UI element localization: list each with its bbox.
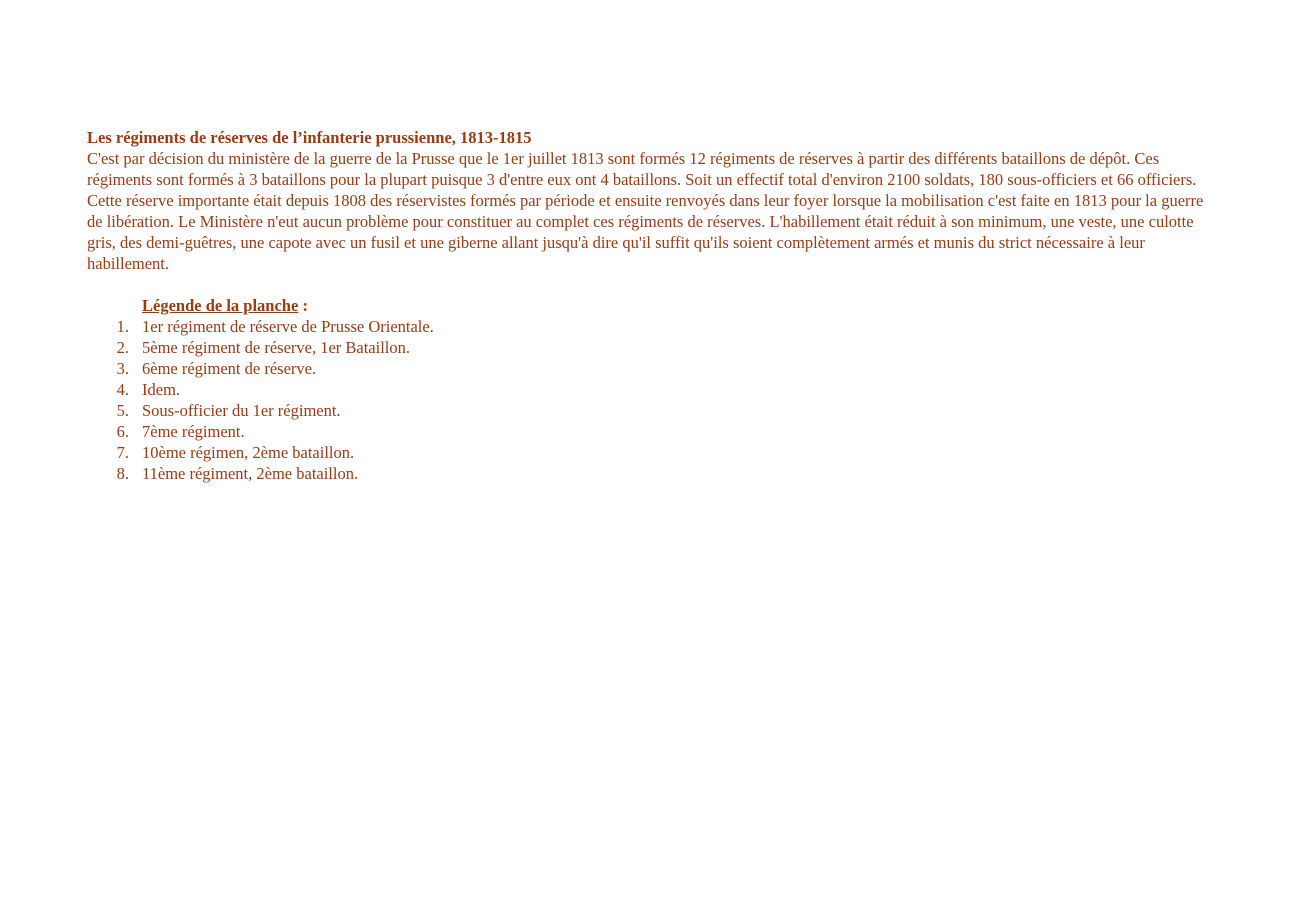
legend-item-number: 3. (116, 359, 129, 378)
legend-item-text: 6ème régiment de réserve. (142, 359, 317, 378)
document-title: Les régiments de réserves de l’infanterie prussienne, 1813-1815 (87, 128, 532, 147)
document-page (87, 128, 1212, 484)
legend-item (87, 442, 1212, 463)
legend-item (87, 421, 1212, 442)
legend-heading-colon: : (298, 296, 308, 315)
legend-item (87, 337, 1212, 358)
legend-item-text: Idem. (142, 380, 181, 399)
legend-item-number: 2. (116, 338, 129, 357)
legend-item-number: 8. (116, 464, 129, 483)
legend-heading-label: Légende de la planche (142, 296, 299, 315)
legend-item-text: 11ème régiment, 2ème bataillon. (142, 464, 359, 483)
body-paragraph: C'est par décision du ministère de la guerre de la Prusse que le 1er juillet 1813 sont formés 12 régiments de réserves à partir des différents bataillons de dépôt. Ces régiments sont formés à 3 bataillons pour la plupart puisque 3 d'entre eux ont 4 bataillons. Soit un effectif total d'environ 2100 soldats, 180 sous-officiers et 66 officiers. Cette réserve importante était depuis 1808 des réservistes formés par période et ensuite renvoyés dans leur foyer lorsque la mobilisation c'est faite en 1813 pour la guerre de libération. Le Ministère n'eut aucun problème pour constituer au complet ces régiments de réserves. L'habillement était réduit à son minimum, une veste, une culotte gris, des demi-guêtres, une capote avec un fusil et une giberne allant jusqu'à dire qu'il suffit qu'ils soient complètement armés et munis du strict nécessaire à leur habillement. (87, 149, 1204, 273)
legend-item (87, 316, 1212, 337)
legend-heading (142, 295, 1212, 316)
legend-item-text: 7ème régiment. (142, 422, 245, 441)
legend-item-number: 1. (116, 317, 129, 336)
legend-item-text: 10ème régimen, 2ème bataillon. (142, 443, 355, 462)
legend-item (87, 379, 1212, 400)
legend-item-text: 5ème régiment de réserve, 1er Bataillon. (142, 338, 411, 357)
legend-item-number: 4. (116, 380, 129, 399)
legend-list (87, 316, 1212, 484)
legend-item-text: Sous-officier du 1er régiment. (142, 401, 341, 420)
legend-item (87, 358, 1212, 379)
legend-item-number: 5. (116, 401, 129, 420)
legend-item-number: 6. (116, 422, 129, 441)
legend-item (87, 463, 1212, 484)
legend-item-number: 7. (116, 443, 129, 462)
legend-item (87, 400, 1212, 421)
legend-item-text: 1er régiment de réserve de Prusse Orientale. (142, 317, 434, 336)
